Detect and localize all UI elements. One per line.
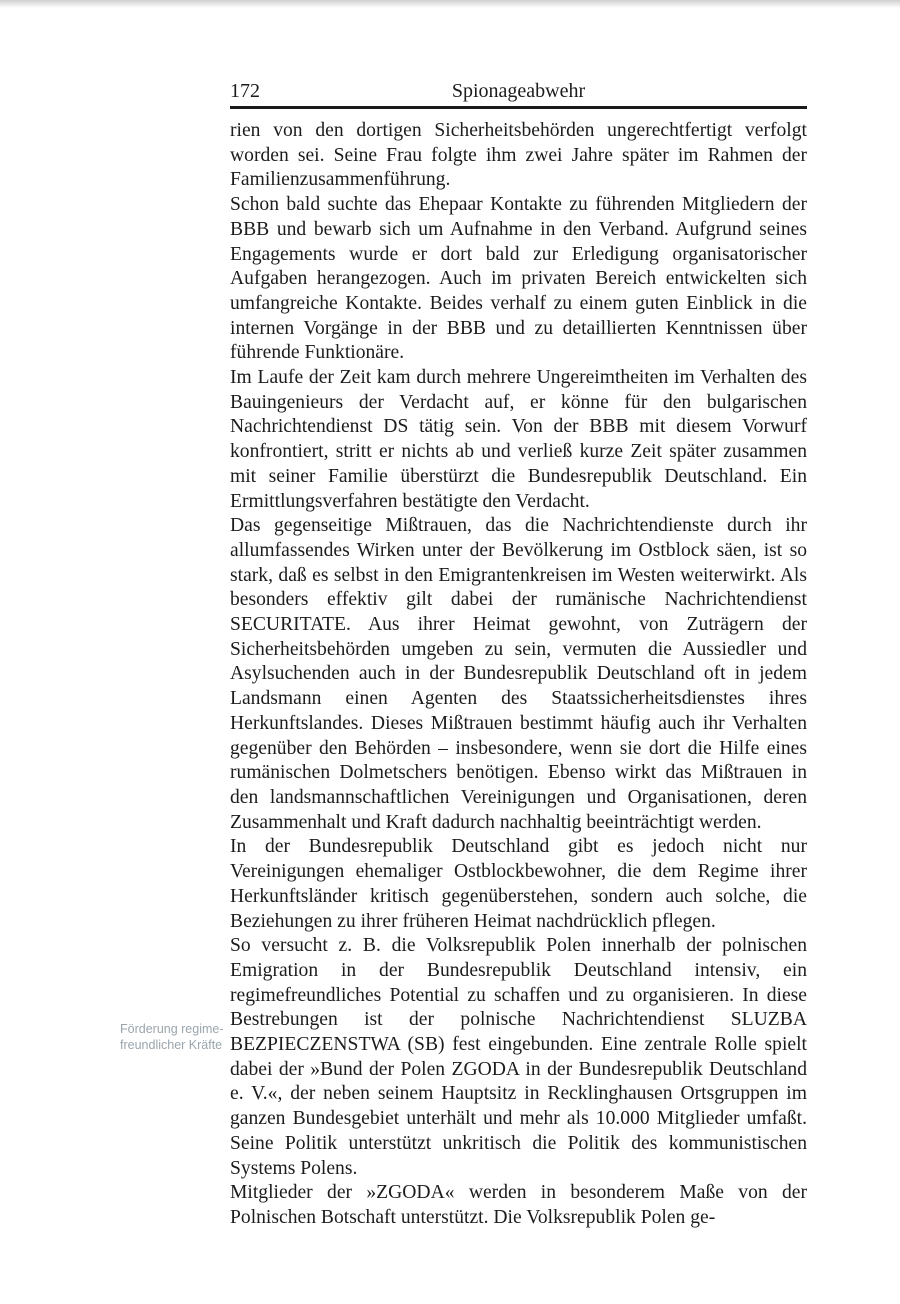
paragraph: So versucht z. B. die Volksrepublik Polen innerhalb der polnischen Emigration in der Bundesrepublik Deutschland intensiv, ein regimefreundliches Potential zu schaffen und zu organisieren. In diese Bestrebungen ist der polnische Nachrichtendienst SLUZBA BEZPIECZENSTWA (SB) fest eingebunden. Eine zentrale Rolle spielt dabei der »Bund der Polen ZGODA in der Bundesrepublik Deutschland e. V.«, der neben seinem Hauptsitz in Recklinghausen Ortsgruppen im ganzen Bundesgebiet unterhält und mehr als 10.000 Mitglieder umfaßt. Seine Politik unterstützt unkritisch die Politik des kommunistischen Systems Polens. (230, 935, 807, 1179)
margin-note-line: freundlicher Kräfte (120, 1038, 223, 1052)
scan-edge (0, 0, 900, 8)
running-title: Spionageabwehr (451, 80, 586, 102)
header-rule (230, 106, 807, 109)
page-number: 172 (230, 80, 260, 102)
paragraph: Mitglieder der »ZGODA« werden in besonderem Maße von der Polnischen Botschaft unterstützt. Die Volksrepublik Polen ge- (230, 1182, 807, 1228)
body-text (230, 119, 807, 1231)
margin-note (120, 1021, 230, 1053)
paragraph: In der Bundesrepublik Deutschland gibt es jedoch nicht nur Vereinigungen ehemaliger Ostblockbewohner, die dem Regime ihrer Herkunftsländer kritisch gegenüberstehen, sondern auch solche, die Beziehungen zu ihrer früheren Heimat nachdrücklich pflegen. (230, 836, 807, 932)
paragraph: rien von den dortigen Sicherheitsbehörden ungerechtfertigt verfolgt worden sei. Seine Frau folgte ihm zwei Jahre später im Rahmen der Familienzusammenführung. (230, 120, 807, 191)
paragraph: Das gegenseitige Mißtrauen, das die Nachrichtendienste durch ihr allumfassendes Wirken unter der Bevölkerung im Ostblock säen, ist so stark, daß es selbst in den Emigrantenkreisen im Westen weiterwirkt. Als besonders effektiv gilt dabei der rumänische Nachrichtendienst SECURITATE. Aus ihrer Heimat gewohnt, von Zuträgern der Sicherheitsbehörden umgeben zu sein, vermuten die Aussiedler und Asylsuchenden auch in der Bundesrepublik Deutschland oft in jedem Landsmann einen Agenten des Staatssicherheitsdienstes ihres Herkunftslandes. Dieses Mißtrauen bestimmt häufig auch ihr Verhalten gegenüber den Behörden – insbesondere, wenn sie dort die Hilfe eines rumänischen Dolmetschers benötigen. Ebenso wirkt das Mißtrauen in den landsmannschaftlichen Vereinigungen und Organisationen, deren Zusammenhalt und Kraft dadurch nachhaltig beeinträchtigt werden. (230, 515, 807, 833)
paragraph: Im Laufe der Zeit kam durch mehrere Ungereimtheiten im Verhalten des Bauingenieurs der Verdacht auf, er könne für den bulgarischen Nachrichtendienst DS tätig sein. Von der BBB mit diesem Vorwurf konfrontiert, stritt er nichts ab und verließ kurze Zeit später zusammen mit seiner Familie überstürzt die Bundesrepublik Deutschland. Ein Ermittlungsverfahren bestätigte den Verdacht. (230, 367, 807, 512)
paragraph: Schon bald suchte das Ehepaar Kontakte zu führenden Mitgliedern der BBB und bewarb sich um Aufnahme in den Verband. Aufgrund seines Engagements wurde er dort bald zur Erledigung organisatorischer Aufgaben herangezogen. Auch im privaten Bereich entwickelten sich umfangreiche Kontakte. Beides verhalf zu einem guten Einblick in die internen Vorgänge in der BBB und zu detaillierten Kenntnissen über führende Funktionäre. (230, 194, 807, 364)
page-header (230, 78, 807, 104)
margin-note-line: Förderung regime- (120, 1022, 224, 1036)
